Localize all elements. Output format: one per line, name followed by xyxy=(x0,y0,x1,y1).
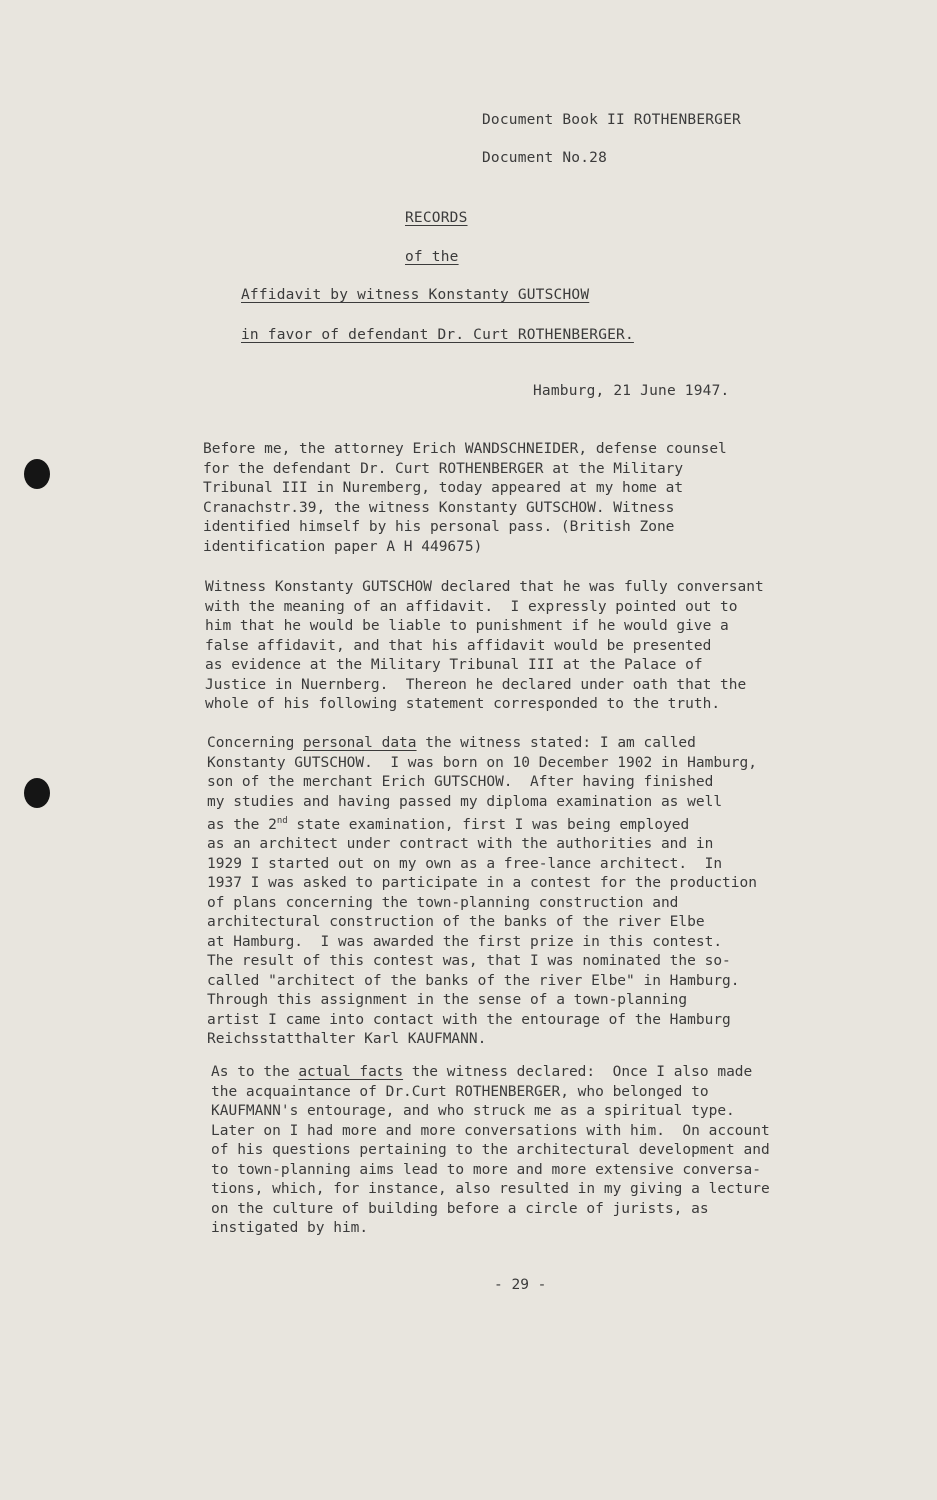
document-book-header: Document Book II ROTHENBERGER xyxy=(482,112,741,128)
page-number: - 29 - xyxy=(494,1277,547,1293)
paragraph-personal-data xyxy=(207,734,757,1050)
text-segment: As to the xyxy=(211,1064,299,1080)
title-affidavit: Affidavit by witness Konstanty GUTSCHOW xyxy=(241,287,590,303)
title-records: RECORDS xyxy=(405,210,468,226)
paragraph-actual-facts xyxy=(211,1063,770,1239)
paragraph-appearance: Before me, the attorney Erich WANDSCHNEIDER, defense counsel for the defendant Dr. Curt ROTHENBERGER at the Military Tribunal III in Nuremberg, today appeared at my home at Cranachstr.39, the witness Konstanty GUTSCHOW. Witness identified himself by his personal pass. (British Zone identification paper A H 449675) xyxy=(203,441,727,555)
punch-hole xyxy=(24,459,50,489)
text-segment: Concerning xyxy=(207,735,304,751)
title-of-the: of the xyxy=(405,249,459,265)
underlined-term: actual facts xyxy=(298,1064,404,1080)
punch-hole xyxy=(24,778,50,808)
text-segment: state examination, first I was being employed as an architect under contract with the authorities and in 1929 I started out on my own as a free-lance architect. In 1937 I was asked to participate in a contest for the production of plans concerning the town-planning construction and architectural construction of the banks of the river Elbe at Hamburg. I was awarded the first prize in this contest. The result of this contest was, that I was nominated the so- called "architect of the banks of the river Elbe" in Hamburg. Through this assignment in the sense of a town-planning artist I came into contact with the entourage of the Hamburg Reichsstatthalter Karl KAUFMANN. xyxy=(207,816,757,1048)
text-segment: the witness stated: I am called Konstanty GUTSCHOW. I was born on 10 December 1902 in Hamburg, son of the merchant Erich GUTSCHOW. After having finished my studies and having passed my diploma examination as well as the 2 xyxy=(207,735,757,833)
text-segment: the witness declared: Once I also made the acquaintance of Dr.Curt ROTHENBERGER, who belonged to KAUFMANN's entourage, and who struck me as a spiritual type. Later on I had more and more conversations with him. On account of his questions pertaining to the architectural development and to town-planning aims lead to more and more extensive conversa- tions, which, for instance, also resulted in my giving a lecture on the culture of building before a circle of jurists, as instigated by him. xyxy=(211,1064,770,1236)
superscript: nd xyxy=(276,816,288,826)
title-in-favor: in favor of defendant Dr. Curt ROTHENBERGER. xyxy=(241,327,634,343)
underlined-term: personal data xyxy=(303,735,417,751)
document-number: Document No.28 xyxy=(482,150,608,166)
place-date: Hamburg, 21 June 1947. xyxy=(533,383,730,399)
paragraph-oath: Witness Konstanty GUTSCHOW declared that he was fully conversant with the meaning of an affidavit. I expressly pointed out to him that he would be liable to punishment if he would give a false affidavit, and that his affidavit would be presented as evidence at the Military Tribunal III at the Palace of Justice in Nuernberg. Thereon he declared under oath that the whole of his following statement corresponded to the truth. xyxy=(205,579,764,712)
